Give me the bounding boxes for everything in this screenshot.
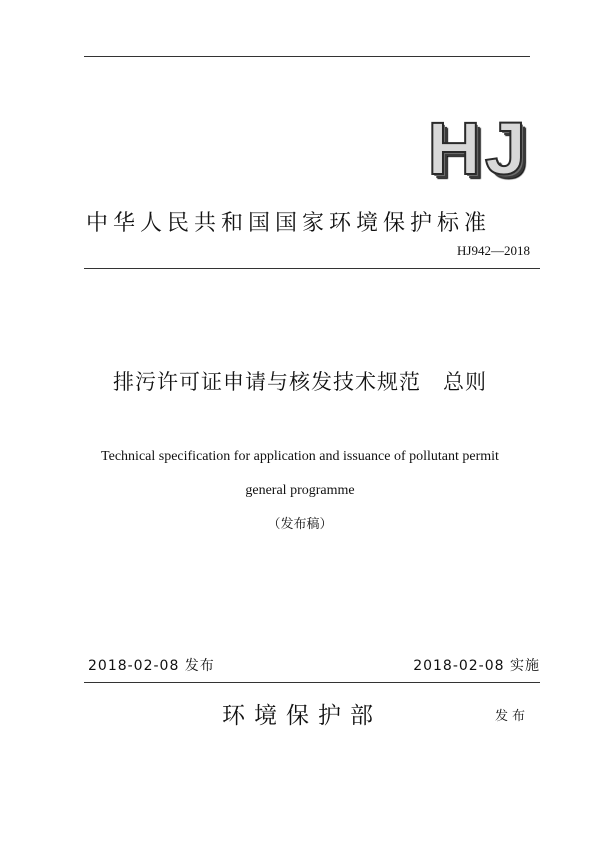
standard-number: HJ942—2018 — [457, 243, 530, 258]
header-divider — [84, 268, 540, 269]
document-title-english-line2: general programme — [245, 483, 355, 498]
standard-category: 中华人民共和国国家环境保护标准 — [86, 211, 492, 236]
footer-divider — [84, 682, 540, 683]
document-title-chinese: 排污许可证申请与核发技术规范 总则 — [113, 370, 487, 394]
draft-label: （发布稿） — [267, 517, 333, 532]
issuing-authority: 环境保护部 — [222, 703, 382, 729]
document-title-english-line1: Technical specification for application and issuance of pollutant permit — [101, 449, 499, 464]
issuer-suffix: 发布 — [495, 709, 530, 724]
top-divider — [84, 56, 530, 57]
implementation-date: 2018-02-08 实施 — [413, 658, 540, 674]
hj-logo: HJ — [427, 107, 530, 190]
issue-date: 2018-02-08 发布 — [88, 658, 215, 674]
